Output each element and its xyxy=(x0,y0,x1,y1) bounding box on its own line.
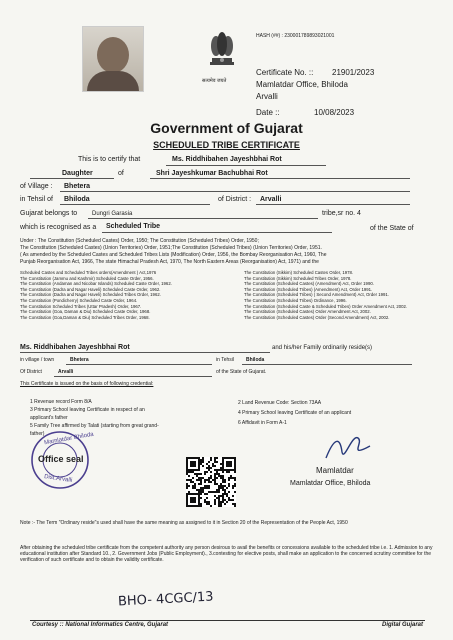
applicant-name-2: Ms. Riddhibahen Jayeshbhai Rot xyxy=(20,344,130,351)
tehsil: Bhiloda xyxy=(64,196,90,203)
body.left_orders-item: The Constitution (Dadra and Nagar Haveli) Scheduled Tribes Order, 1962. xyxy=(20,292,161,298)
body.right_orders-item: The Constitution (Scheduled Tribes) (Amendment) Act, Order 1991. xyxy=(244,286,373,292)
village: Bhetera xyxy=(64,183,91,190)
credentials-right xyxy=(238,398,438,428)
father-name: Shri Jayeshkumar Bachubhai Rot xyxy=(156,170,268,177)
cert-no: 21901/2023 xyxy=(332,68,375,77)
body.cred_right-item: 6 Affidavit in Form A-1 xyxy=(238,420,287,426)
right-orders-list xyxy=(244,270,436,320)
signatory-title: Mamlatdar xyxy=(316,466,354,475)
footer xyxy=(30,620,425,631)
body.right_orders-item: The Constitution (Scheduled Castes) (Amendment) Act, Order 1990. xyxy=(244,281,374,287)
body.right_orders-item: The Constitution (Scheduled Caste & Scheduled Tribes) Order Amendment Act, 2002. xyxy=(244,303,408,309)
emblem-caption: सत्यमेव जयते xyxy=(202,78,227,84)
body.right_orders-item: The Constitution (Scheduled Tribes) ( Second Amendment) Act, Order 1991. xyxy=(244,292,389,298)
applicant-photo xyxy=(82,26,144,92)
body.cred_right-item: 4 Primary School leaving Certificate of an applicant xyxy=(238,410,352,416)
government-title: Government of Gujarat xyxy=(150,120,303,136)
recognised-label: which is recognised as a xyxy=(20,224,97,231)
cert-no-label: Certificate No. :: xyxy=(256,68,314,77)
office-name: Mamlatdar Office, Bhiloda xyxy=(256,80,348,89)
certificate-title: SCHEDULED TRIBE CERTIFICATE xyxy=(153,140,300,150)
body.left_orders-item: The Constitution (Goa, Daman & Diu) Scheduled Caste Order, 1968. xyxy=(20,309,151,315)
order-text-1: Under : The Constitution (Scheduled Castes) Order, 1950; The Constitution (Scheduled Tribes) Order, 1950; xyxy=(20,238,259,244)
order-text-4: Punjab Reorganisation Act, 1966, The state Himachal Pradesh Act, 1970, The North Eastern Areas (Reorganisation) Act, 1971) and the xyxy=(20,259,319,265)
signatory-office: Mamlatdar Office, Bhiloda xyxy=(290,480,371,487)
courtesy-text: Courtesy :: National Informatics Centre, Gujarat xyxy=(32,622,169,628)
body.cred_left-item: 1 Revenue record Form 8/A xyxy=(30,399,92,405)
body.left_orders-item: Scheduled Castes and Scheduled Tribes orders(Amendment ) Act,1976 xyxy=(20,270,157,275)
tehsil-label: in Tehsil of xyxy=(20,196,53,203)
signature-scribble xyxy=(318,428,378,468)
note-2: After obtaining the scheduled tribe certificate from the competent authority any person desirous to avail the benefits or concessions available to the scheduled tribe i.e. 1. Admission to any educational institution after Standard 10., 2. Government Jobs (Public Employment)., 3.contesting for elective posts, shall make an application to the concerned scrutiny committee for the verification of such certificate and to obtain the validity certificate. xyxy=(20,545,433,564)
belongs-label: Gujarat belongs to xyxy=(20,210,78,217)
of-label: of xyxy=(118,170,124,177)
body.right_orders-item: The Constitution (Sikkim) Scheduled Tribes Order, 1978. xyxy=(244,275,352,281)
national-emblem-icon xyxy=(204,28,240,76)
state2: of the State of Gujarat. xyxy=(216,369,267,375)
state-label: of the State of xyxy=(370,225,414,232)
seal-top-text: Mamlatdar Bhiloda xyxy=(43,431,95,447)
body.left_orders-item: The Constitution (Andaman and Nicobar Islands) Scheduled Caste Order, 1962. xyxy=(20,281,172,287)
applicant-name: Ms. Riddhibahen Jayeshbhai Rot xyxy=(172,156,282,163)
body.left_orders-item: The Constitution (Pondicherry) Scheduled Caste Order, 1964. xyxy=(20,297,138,303)
village2-label: in village / town xyxy=(20,357,55,363)
tribe-serial: tribe,sr no. 4 xyxy=(322,210,361,217)
tehsil2: Bhiloda xyxy=(246,357,265,363)
district2-label: Of District xyxy=(20,369,42,375)
body.cred_left-item: father) xyxy=(30,431,45,437)
seal-bottom-text: Dist.Arvalli xyxy=(43,474,73,484)
district: Arvalli xyxy=(260,196,282,203)
district-label: of District : xyxy=(218,196,252,203)
village-label: of Village : xyxy=(20,183,53,190)
left-orders-list xyxy=(20,270,230,320)
digital-gujarat-text: Digital Gujarat xyxy=(381,622,423,628)
category: Scheduled Tribe xyxy=(106,223,161,230)
basis-text: This Certificate is issued on the basis of following credential: xyxy=(20,381,154,387)
body.left_orders-item: The Constitution Scheduled Tribes (Uttar Pradesh) Order, 1967. xyxy=(20,303,142,309)
body.right_orders-item: The Constitution (Scheduled Tribes) Ordinance, 1996. xyxy=(244,297,347,303)
village2: Bhetera xyxy=(70,357,89,363)
body.right_orders-item: The Constitution (Scheduled Castes) Order Amendment Act, 2002. xyxy=(244,309,371,315)
body.left_orders-item: The Constitution (Dadra and Nagar Haveli) Scheduled Caste Order, 1962. xyxy=(20,286,161,292)
issue-date: 10/08/2023 xyxy=(314,108,355,117)
body.right_orders-item: The Constitution (Scheduled Castes) Order (Second Amendment) Act, 2002. xyxy=(244,314,390,320)
tribe-name: Dungri Garasia xyxy=(92,211,133,217)
certify-label: This is to certify that xyxy=(78,156,141,163)
body.left_orders-item: The Constitution (Goa,Daman & Diu) Scheduled Tribes Order, 1968. xyxy=(20,314,150,320)
body.cred_right-item: 2 Land Revenue Code: Section 73AA xyxy=(238,400,322,406)
body.cred_left-item: applicant's father xyxy=(30,415,68,421)
relation: Daughter xyxy=(62,170,93,177)
seal-center-text: Office seal xyxy=(38,454,84,464)
order-text-3: ( As amended by the Scheduled Castes and Scheduled Tribes Lists (Modification) Order, 1956, the Bombay Reorganisation Act, 1960, The xyxy=(20,252,327,258)
family-text: and his/her Family ordinarily reside(s) xyxy=(272,345,373,351)
body.right_orders-item: The Constitution (Sikkim) Scheduled Castes Order, 1978. xyxy=(244,270,354,275)
district-line: Arvalli xyxy=(256,92,278,101)
note-1: Note :- The Term "Ordinary reside"s used shall have the same meaning as assigned to it in Section 20 of the Representation of the People Act, 1950 xyxy=(20,520,348,526)
body.cred_left-item: 5 Family Tree affirmed by Talati (starting from great grand- xyxy=(30,423,159,429)
order-text-2: The Constitution (Scheduled Castes) (Union Territories) Order, 1951;The Constitution (Scheduled Tribes) (Union Territories) Order, 1951. xyxy=(20,245,322,251)
hash-code: HASH (##) : 230001789893021001 xyxy=(256,33,335,39)
body.left_orders-item: The Constitution (Jammu and Kashmir) Scheduled Caste Order, 1956. xyxy=(20,275,154,281)
handwritten-ref: BHO- 4CGC/13 xyxy=(117,589,214,610)
body.cred_left-item: 3 Primary School leaving Certificate in respect of an xyxy=(30,407,145,413)
qr-code xyxy=(186,457,236,507)
date-label: Date :: xyxy=(256,108,280,117)
tehsil2-label: in Tehsil xyxy=(216,357,234,363)
district2: Arvalli xyxy=(58,369,74,375)
